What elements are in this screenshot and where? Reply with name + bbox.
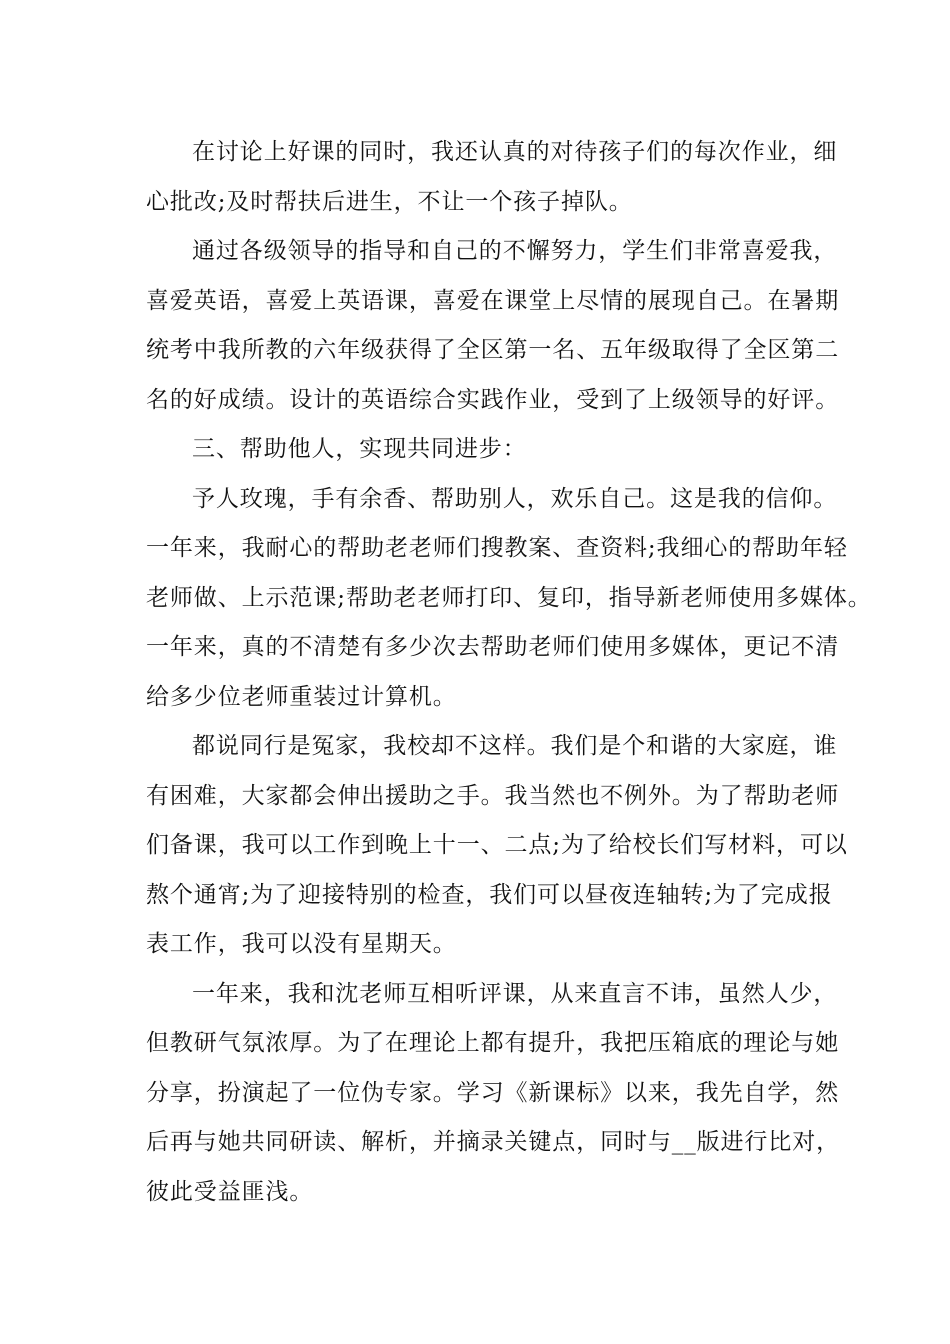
text-line: 给多少位老师重装过计算机。 [146, 683, 457, 710]
text-line: 心批改;及时帮扶后进生，不让一个孩子掉队。 [146, 188, 633, 215]
text-line: 但教研气氛浓厚。为了在理论上都有提升，我把压箱底的理论与她 [146, 1030, 840, 1056]
section-heading: 三、帮助他人，实现共同进步： [192, 436, 527, 462]
text-line: 予人玫瑰，手有余香、帮助别人，欢乐自己。这是我的信仰。 [192, 485, 838, 512]
text-line: 统考中我所教的六年级获得了全区第一名、五年级取得了全区第二 [146, 337, 840, 363]
text-line: 喜爱英语，喜爱上英语课，喜爱在课堂上尽情的展现自己。在暑期 [146, 287, 840, 314]
text-line: 彼此受益匪浅。 [146, 1178, 314, 1205]
text-line: 们备课，我可以工作到晚上十一、二点;为了给校长们写材料，可以 [146, 832, 848, 858]
text-line: 在讨论上好课的同时，我还认真的对待孩子们的每次作业，细 [192, 139, 838, 165]
text-line: 后再与她共同研读、解析，并摘录关键点，同时与__版进行比对， [146, 1129, 840, 1155]
text-line: 都说同行是冤家，我校却不这样。我们是个和谐的大家庭，谁 [192, 733, 838, 759]
text-line: 有困难，大家都会伸出援助之手。我当然也不例外。为了帮助老师 [146, 782, 840, 809]
text-line: 表工作，我可以没有星期天。 [146, 931, 457, 957]
text-line: 一年来，我和沈老师互相听评课，从来直言不讳，虽然人少， [192, 980, 838, 1007]
text-line: 通过各级领导的指导和自己的不懈努力，学生们非常喜爱我， [192, 238, 838, 264]
text-line: 老师做、上示范课;帮助老老师打印、复印，指导新老师使用多媒体。 [146, 584, 872, 611]
text-line: 一年来，我耐心的帮助老老师们搜教案、查资料;我细心的帮助年轻 [146, 535, 848, 561]
document-body [146, 128, 872, 1217]
text-line: 分享，扮演起了一位伪专家。学习《新课标》以来，我先自学，然 [146, 1079, 840, 1106]
text-line: 熬个通宵;为了迎接特别的检查，我们可以昼夜连轴转;为了完成报 [146, 881, 833, 908]
text-line: 一年来，真的不清楚有多少次去帮助老师们使用多媒体，更记不清 [146, 634, 840, 660]
text-line: 名的好成绩。设计的英语综合实践作业，受到了上级领导的好评。 [146, 386, 840, 413]
